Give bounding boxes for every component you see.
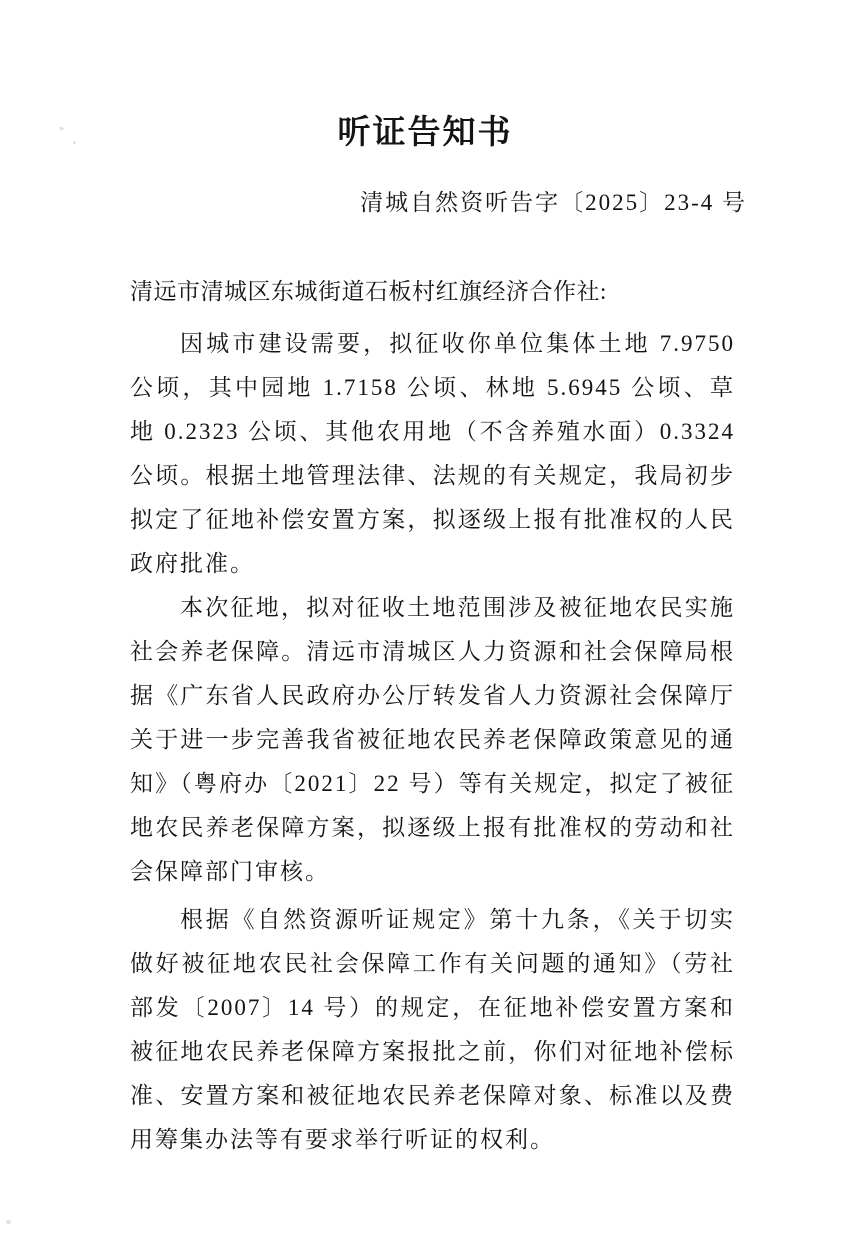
document-number: 清城自然资听告字〔2025〕23-4 号 [360,190,747,215]
body-paragraph-1: 因城市建设需要，拟征收你单位集体土地 7.9750 公顷，其中园地 1.7158 公顷、林地 5.6945 公顷、草地 0.2323 公顷、其他农用地（不含养殖水面）0.3324 公顷。根据土地管理法律、法规的有关规定，我局初步拟定了征地补偿安置方案，拟逐级上报有批准权的人民政府批准。 [130,331,735,576]
addressee-line: 清远市清城区东城街道石板村红旗经济合作社: [130,279,607,304]
scan-artifact [6,1220,11,1224]
document-body [130,270,735,1162]
body-paragraph-2: 本次征地，拟对征收土地范围涉及被征地农民实施社会养老保障。清远市清城区人力资源和社会保障局根据《广东省人民政府办公厅转发省人力资源社会保障厅关于进一步完善我省被征地农民养老保障政策意见的通知》（粤府办〔2021〕22 号）等有关规定，拟定了被征地农民养老保障方案，拟逐级上报有批准权的劳动和社会保障部门审核。 [130,595,735,884]
document-title: 听证告知书 [337,115,513,151]
body-paragraph-3: 根据《自然资源听证规定》第十九条，《关于切实做好被征地农民社会保障工作有关问题的通知》（劳社部发〔2007〕14 号）的规定，在征地补偿安置方案和被征地农民养老保障方案报批之前，你们对征地补偿标准、安置方案和被征地农民养老保障对象、标准以及费用筹集办法等有要求举行听证的权利。 [130,907,735,1152]
